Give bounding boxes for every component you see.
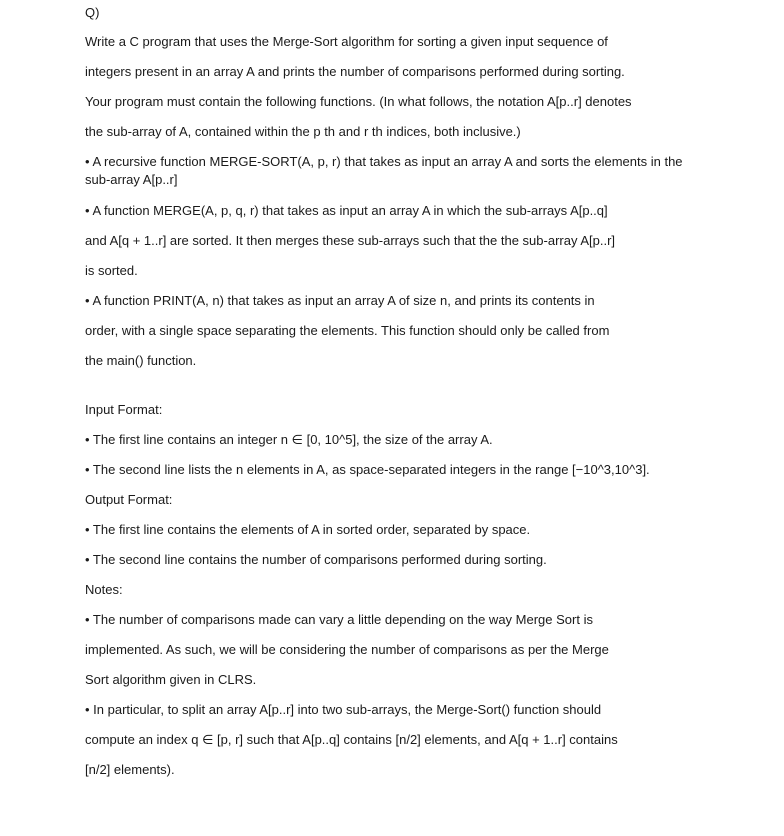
intro-line-4: the sub-array of A, contained within the p th and r th indices, both inclusive.): [85, 124, 521, 139]
intro-line-3: Your program must contain the following functions. (In what follows, the notation A[p..r] denotes: [85, 94, 632, 109]
print-bullet-line-3: the main() function.: [85, 353, 197, 368]
merge-bullet-line-2: and A[q + 1..r] are sorted. It then merges these sub-arrays such that the the sub-array A[p..r]: [85, 233, 616, 248]
print-bullet-line-2: order, with a single space separating the elements. This function should only be called from: [85, 323, 610, 338]
input-format-item-2: • The second line lists the n elements in A, as space-separated integers in the range [−10^3,10^3].: [85, 462, 650, 477]
notes-line-2: implemented. As such, we will be considering the number of comparisons as per the Merge: [85, 642, 609, 657]
output-format-title: Output Format:: [85, 492, 173, 507]
notes-line-5: compute an index q ∈ [p, r] such that A[p..q] contains [n/2] elements, and A[q + 1..r] contains: [85, 732, 618, 747]
input-format-title: Input Format:: [85, 402, 163, 417]
intro-line-1: Write a C program that uses the Merge-Sort algorithm for sorting a given input sequence of: [85, 34, 608, 49]
notes-line-3: Sort algorithm given in CLRS.: [85, 672, 257, 687]
notes-line-1: • The number of comparisons made can vary a little depending on the way Merge Sort is: [85, 612, 593, 627]
notes-line-4: • In particular, to split an array A[p..r] into two sub-arrays, the Merge-Sort() function should: [85, 702, 602, 717]
notes-title: Notes:: [85, 582, 123, 597]
intro-line-2: integers present in an array A and prints the number of comparisons performed during sorting.: [85, 64, 625, 79]
merge-bullet-line-3: is sorted.: [85, 263, 138, 278]
output-format-item-2: • The second line contains the number of comparisons performed during sorting.: [85, 552, 547, 567]
merge-sort-bullet-line-2: sub-array A[p..r]: [85, 172, 178, 187]
merge-bullet-line-1: • A function MERGE(A, p, q, r) that takes as input an array A in which the sub-arrays A[p..q]: [85, 203, 608, 218]
notes-line-6: [n/2] elements).: [85, 762, 175, 777]
print-bullet-line-1: • A function PRINT(A, n) that takes as input an array A of size n, and prints its contents in: [85, 293, 595, 308]
input-format-item-1: • The first line contains an integer n ∈ [0, 10^5], the size of the array A.: [85, 432, 493, 447]
merge-sort-bullet-line-1: • A recursive function MERGE-SORT(A, p, r) that takes as input an array A and sorts the elements in the: [85, 154, 683, 169]
question-heading: Q): [85, 5, 100, 20]
output-format-item-1: • The first line contains the elements of A in sorted order, separated by space.: [85, 522, 531, 537]
